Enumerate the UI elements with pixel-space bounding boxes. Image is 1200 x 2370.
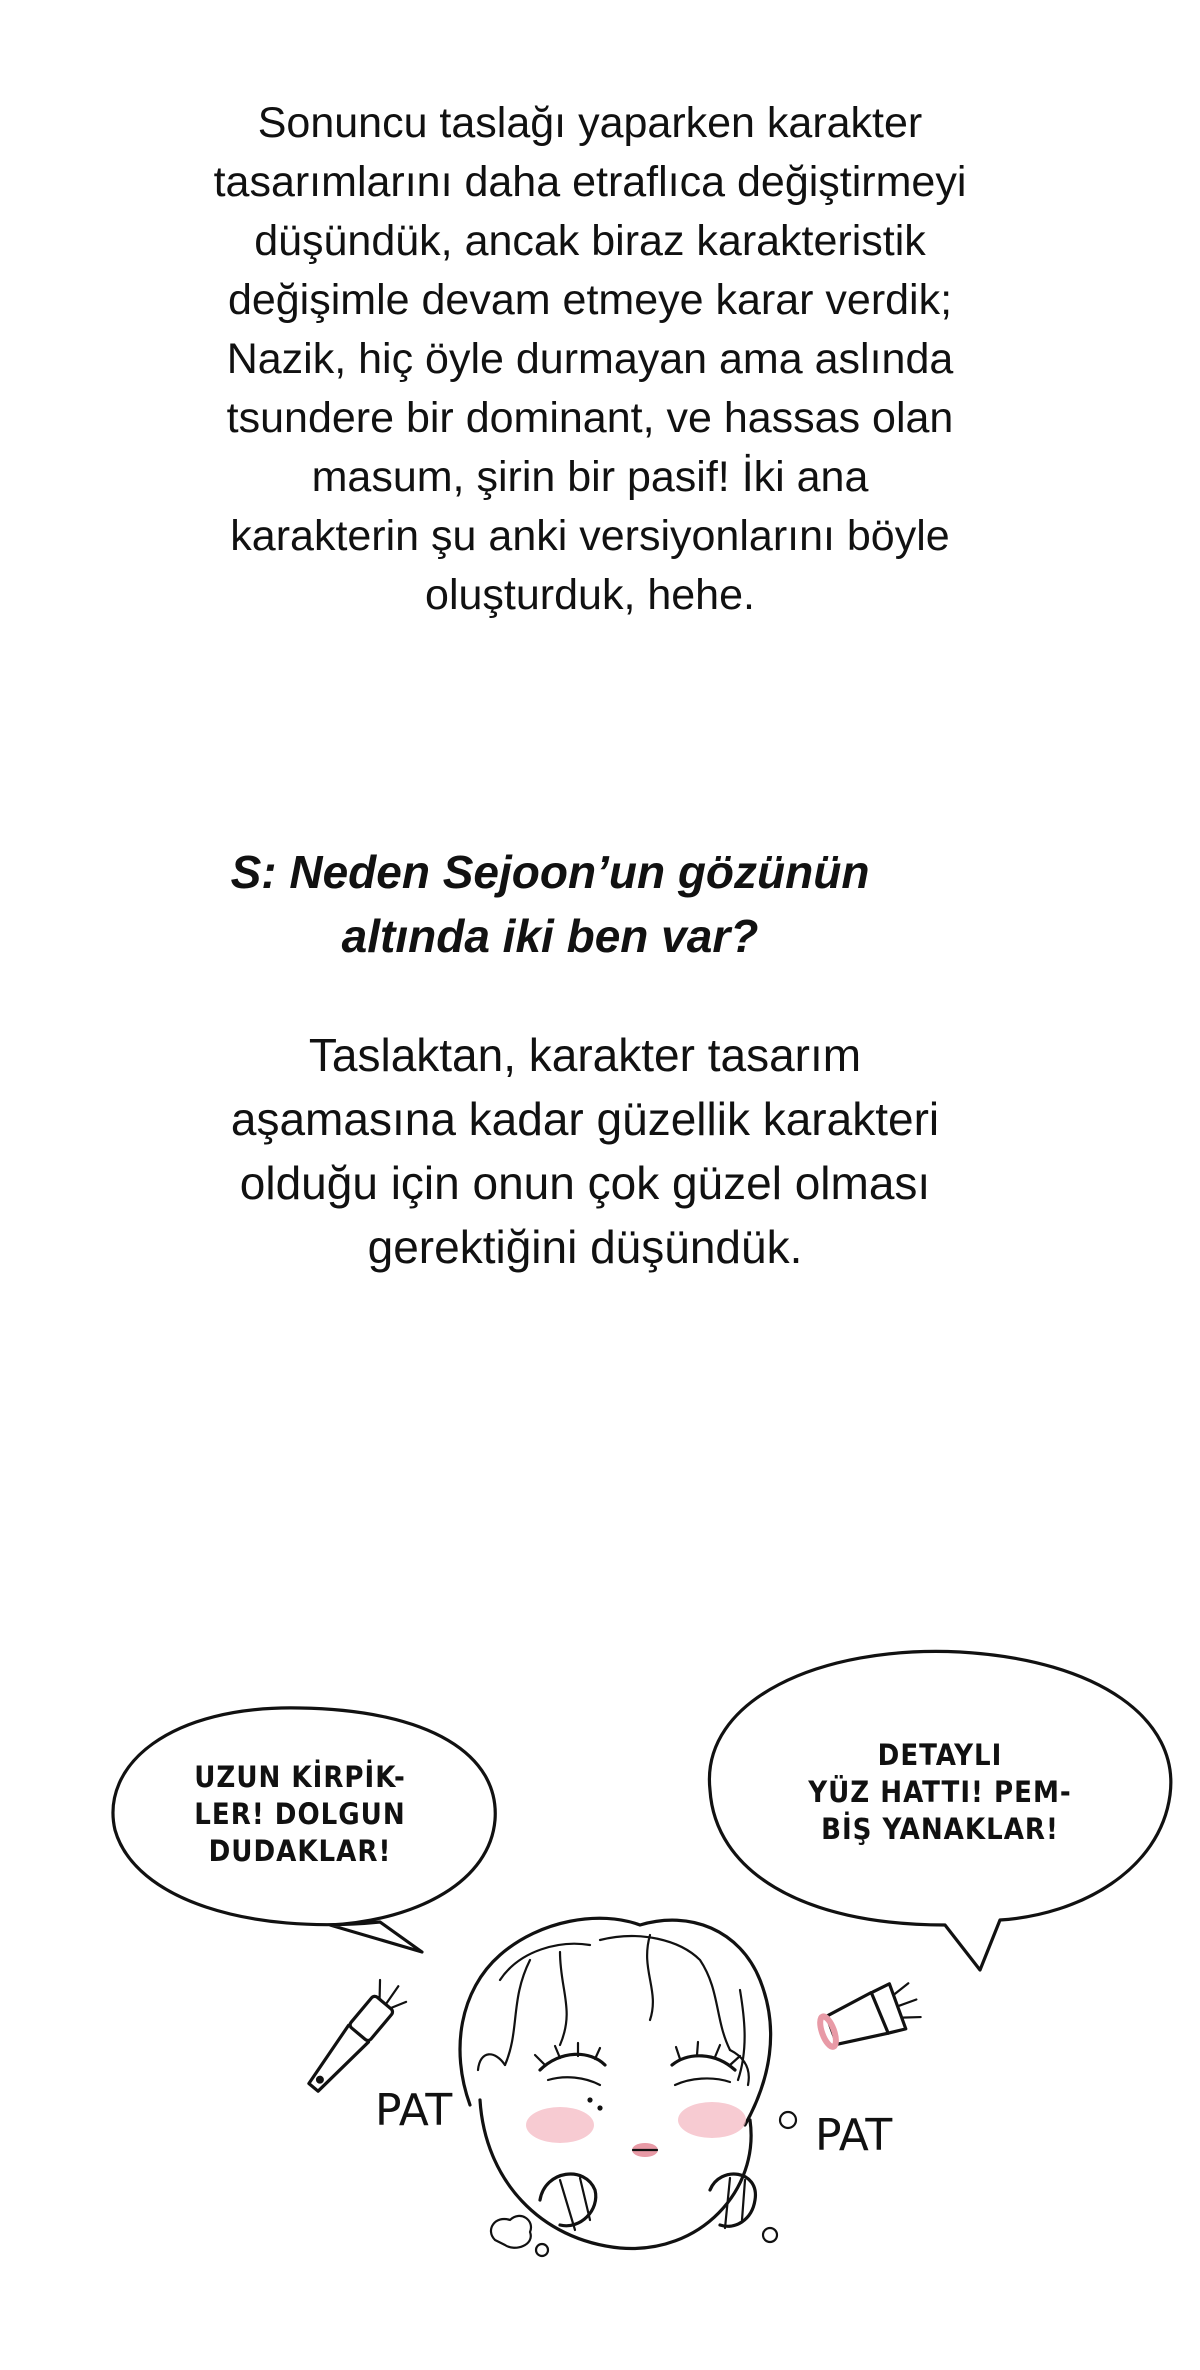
intro-paragraph: Sonuncu taslağı yaparken karakter tasarımlarını daha etraflıca değiştirmeyi düşündük, ancak biraz karakteristik değişimle devam etmeye karar verdik; Nazik, hiç öyle durmayan ama aslında tsundere bir dominant, ve hassas olan masum, şirin bir pasif! İki ana karakterin şu anki versiyonlarını böyle oluşturduk, hehe. xyxy=(213,99,967,619)
right-bubble-line-2: YÜZ HATTI! PEM- xyxy=(808,1775,1072,1809)
character-head xyxy=(460,1918,796,2256)
question-heading: S: Neden Sejoon’un gözünün altında iki ben var? xyxy=(230,846,870,962)
chibi-illustration xyxy=(0,1580,1200,2280)
mole-icon xyxy=(587,2097,592,2102)
sfx-right: PAT xyxy=(815,2110,893,2161)
left-bubble-line-3: DUDAKLAR! xyxy=(208,1834,392,1868)
mole-icon xyxy=(597,2105,602,2110)
answer-paragraph: Taslaktan, karakter tasarım aşamasına kadar güzellik karakteri olduğu için onun çok güzel olması gerektiğini düşündük. xyxy=(230,1029,940,1273)
left-bubble-line-1: UZUN KİRPİK- xyxy=(194,1760,406,1794)
right-speech-bubble xyxy=(709,1651,1170,1970)
right-bubble-line-1: DETAYLI xyxy=(877,1738,1003,1772)
right-blush xyxy=(678,2102,746,2138)
left-bubble-line-2: LER! DOLGUN xyxy=(194,1797,406,1831)
right-bubble-line-3: BİŞ YANAKLAR! xyxy=(821,1812,1059,1846)
makeup-brush-icon xyxy=(814,1977,924,2056)
left-blush xyxy=(526,2107,594,2143)
left-speech-bubble xyxy=(113,1708,495,1952)
sfx-left: PAT xyxy=(375,2085,453,2136)
makeup-brush-icon xyxy=(300,1975,411,2098)
